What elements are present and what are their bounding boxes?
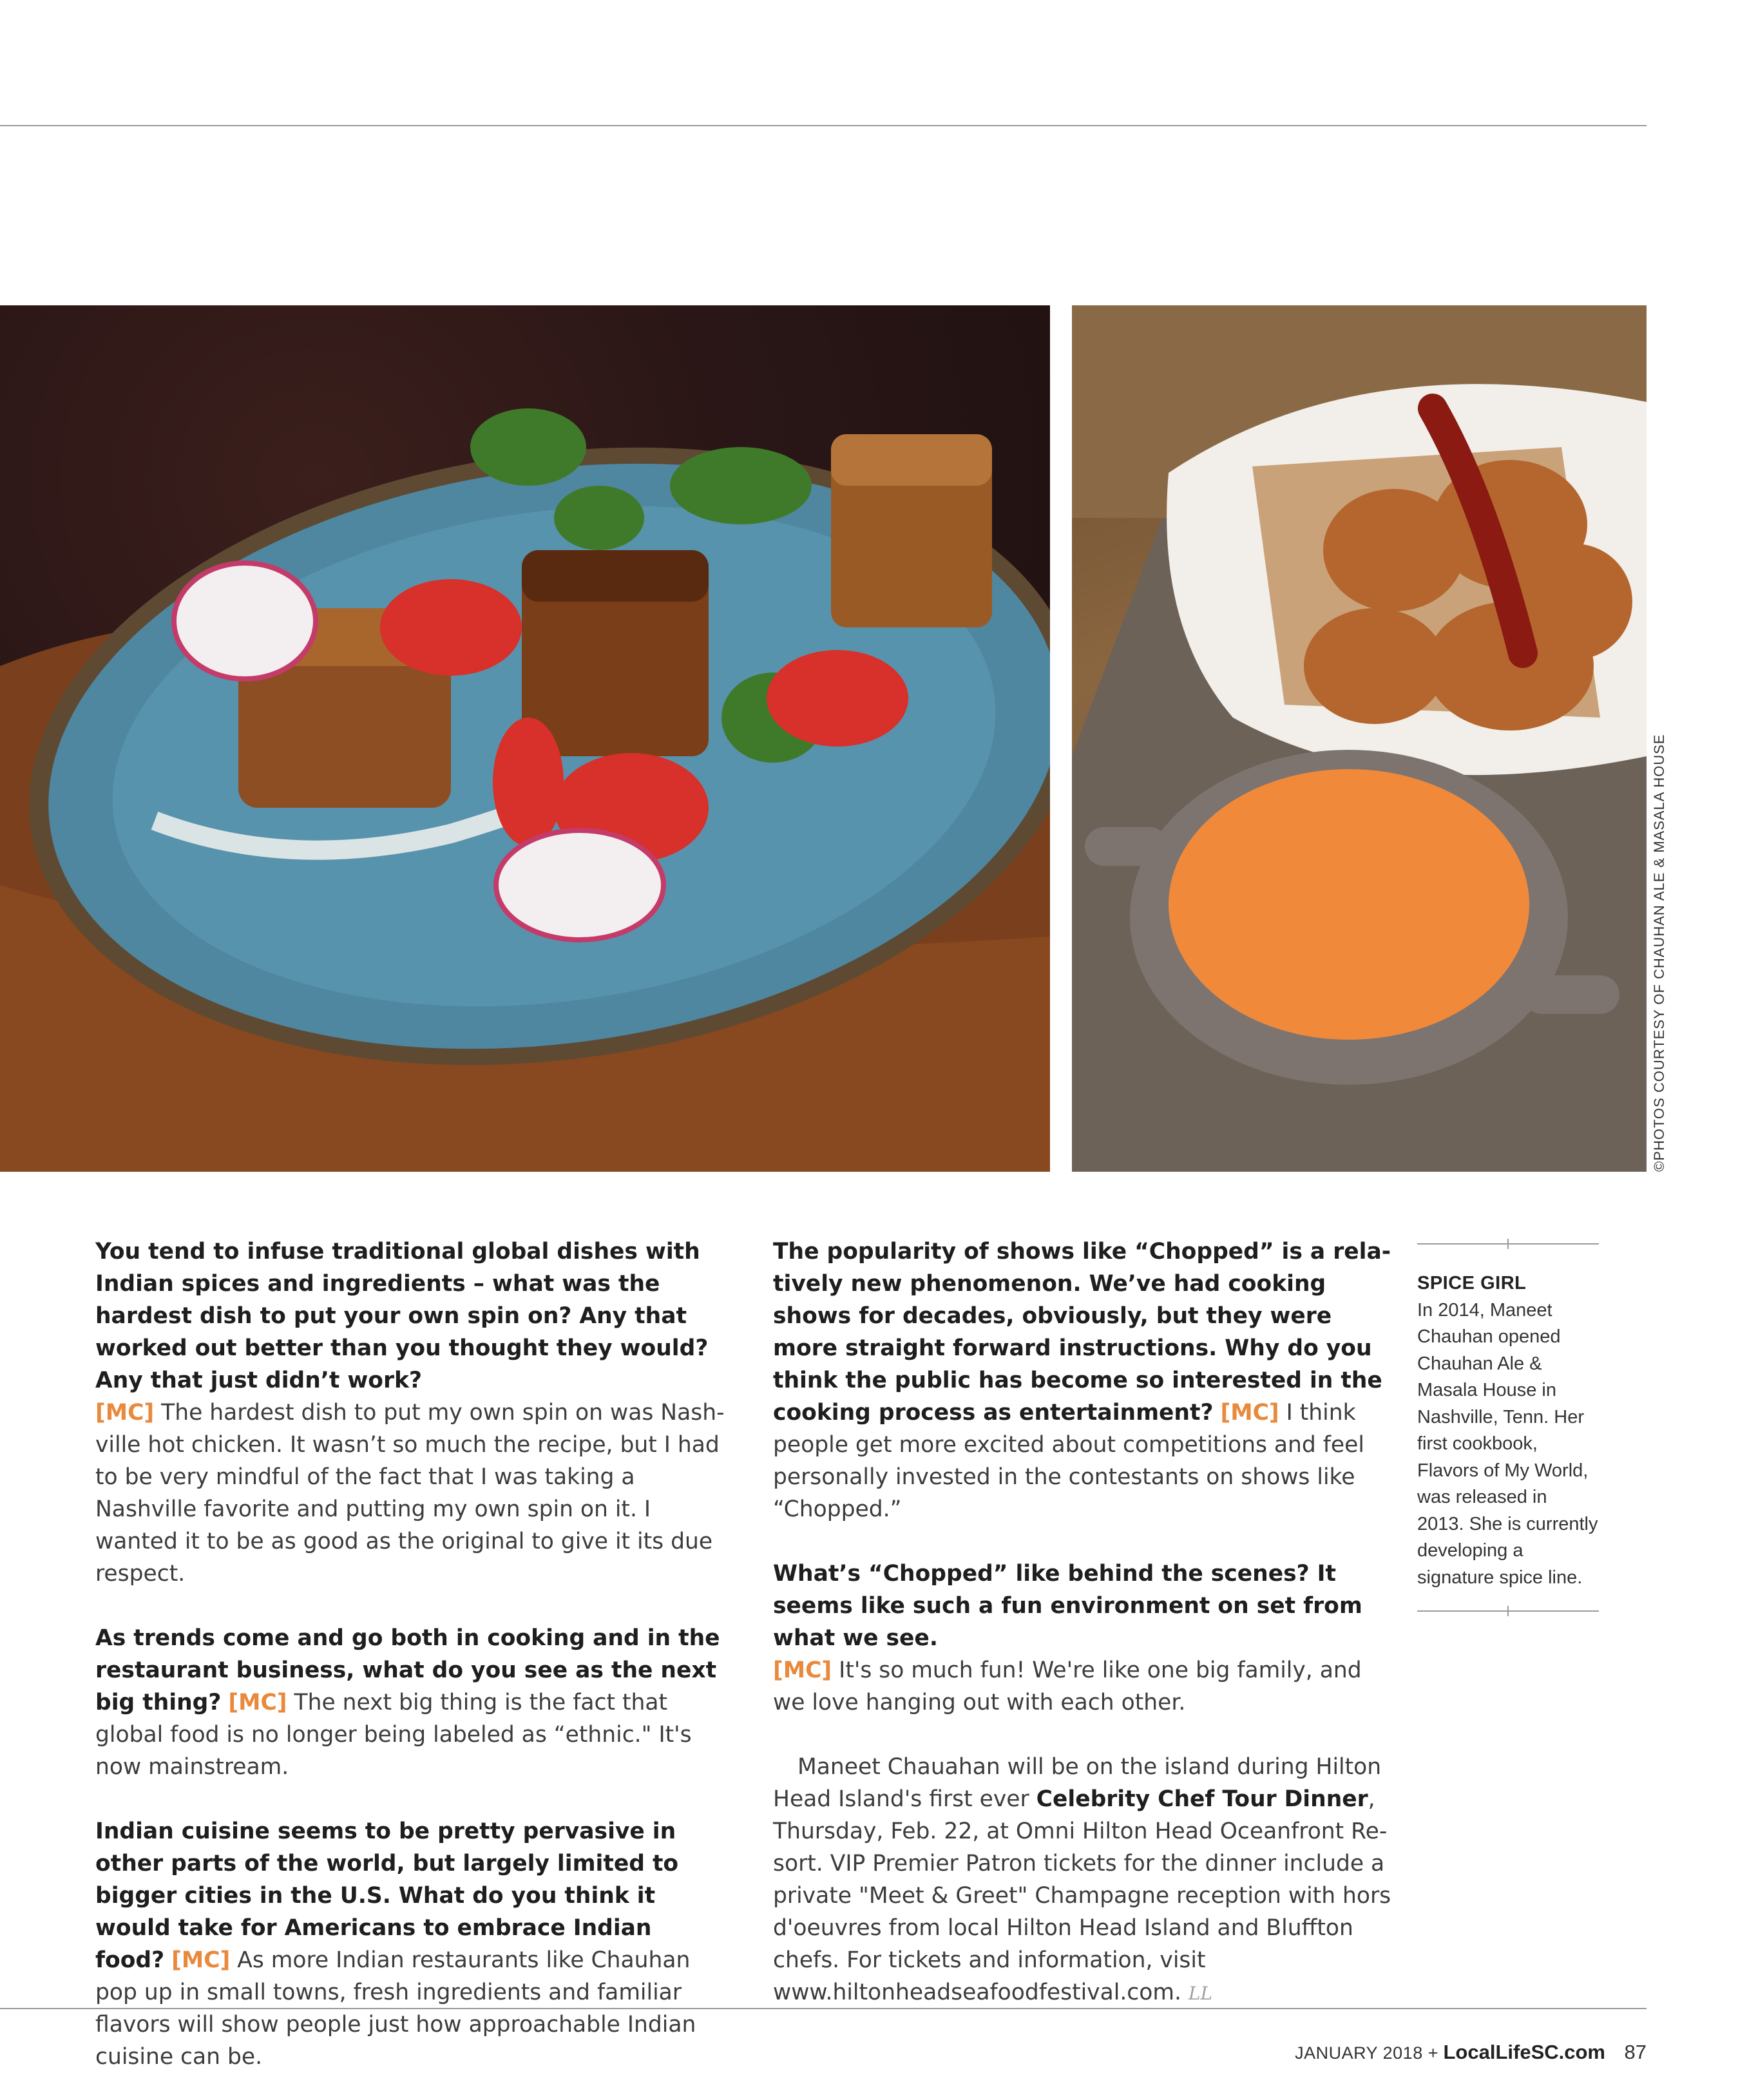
pork-belly-photo [0, 305, 1050, 1172]
mc-tag: [MC] [1220, 1400, 1279, 1426]
page-number: 87 [1624, 2041, 1647, 2063]
mc-tag: [MC] [95, 1400, 155, 1426]
qa-item [95, 1815, 727, 2073]
qa-item [95, 1236, 727, 1590]
issue-date: JANUARY 2018 + [1295, 2043, 1438, 2063]
mc-tag: [MC] [773, 1657, 832, 1683]
mc-tag: [MC] [228, 1690, 287, 1715]
sidebar-text: In 2014, Maneet Chauhan opened Chauhan Ale & Masala House in Nashville, Tenn. Her first cookbook, Flavors of My World, was released in 2013. She is currently developing a signature spice line. [1417, 1299, 1598, 1588]
site-link[interactable]: LocalLifeSC.com [1443, 2041, 1605, 2063]
photo-credit: ©PHOTOS COURTESY OF CHAUHAN ALE & MASALA HOUSE [1651, 734, 1667, 1172]
answer: The next big thing is the fact that global food is no longer being labeled as “ethnic." It's now mainstream. [95, 1690, 692, 1780]
mc-tag: [MC] [171, 1947, 231, 1973]
top-rule [0, 125, 1647, 126]
closing-text-1: Maneet Chauahan will be on the island during Hilton Head Island's first ever [773, 1754, 1382, 1812]
question: You tend to infuse traditional global dishes with Indian spices and ingredients – what was the hardest dish to put your own spin on? Any that worked out better than you thought they would? Any that just didn’t work? [95, 1239, 709, 1393]
left-column [95, 1236, 727, 2100]
fried-chicken-and-sauce-photo [1072, 305, 1647, 1172]
event-name: Celebrity Chef Tour Dinner [1036, 1786, 1368, 1812]
page-footer [1295, 2041, 1647, 2064]
question: The popularity of shows like “Chopped” is a relatively new phenomenon. We’ve had cooking shows for decades, obviously, but they were more straight forward instructions. Why do you think the public has become so interested in the cooking process as entertainment? [773, 1239, 1391, 1426]
bottom-rule [0, 2008, 1647, 2009]
sidebar-bottom-rule [1417, 1610, 1599, 1612]
sidebar-title: SPICE GIRL [1417, 1273, 1527, 1293]
question: What’s “Chopped” like behind the scenes? It seems like such a fun environment on set from what we see. [773, 1561, 1362, 1651]
question: As trends come and go both in cooking and in the restaurant business, what do you see as the next big thing? [95, 1625, 720, 1715]
closing-paragraph [773, 1751, 1391, 2010]
qa-item [95, 1622, 727, 1783]
qa-item [773, 1558, 1391, 1719]
question: Indian cuisine seems to be pretty pervasive in other parts of the world, but largely limited to bigger cities in the U.S. What do you think it would take for Americans to embrace Indian food? [95, 1818, 679, 1973]
sidebar-spice-girl [1417, 1243, 1599, 1612]
middle-column [773, 1236, 1391, 2042]
answer: I think people get more excited about competitions and feel personally invested in the contestants on shows like “Chopped.” [773, 1400, 1364, 1522]
closing-text-2: , Thursday, Feb. 22, at Omni Hilton Head Oceanfront Resort. VIP Premier Patron tickets for the dinner include a private "Meet & Greet" Champagne reception with hors d'oeuvres from local Hilton Head Island and Bluffton chefs. For tickets and information, visit www.hiltonheadseafoodfestival.com. [773, 1786, 1391, 2005]
sidebar-top-rule [1417, 1243, 1599, 1245]
answer: As more Indian restaurants like Chauhan pop up in small towns, fresh ingredients and familiar flavors will show people just how approachable Indian cuisine can be. [95, 1947, 696, 2070]
answer: It's so much fun! We're like one big family, and we love hanging out with each other. [773, 1657, 1362, 1715]
signoff: LL [1188, 1983, 1213, 2004]
answer: The hardest dish to put my own spin on was Nashville hot chicken. It wasn’t so much the recipe, but I had to be very mindful of the fact that I was taking a Nashville favorite and putting my own spin on it. I wanted it to be as good as the original to give it its due respect. [95, 1400, 725, 1587]
qa-item [773, 1236, 1391, 1525]
